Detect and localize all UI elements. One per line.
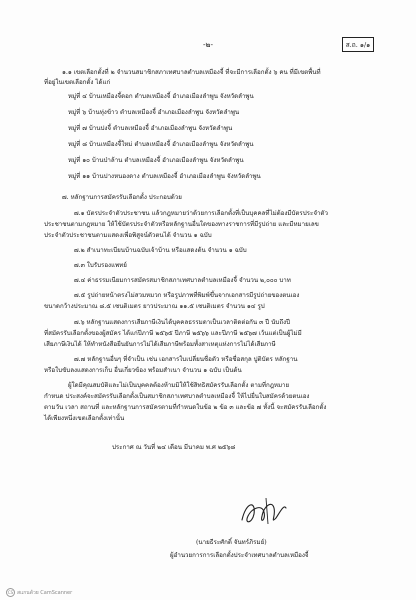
signatory-name: (นายธีระศักดิ์ จันทร์ภิรมย์): [196, 539, 267, 546]
body-line: หมู่ที่ ๔ บ้านเหมืองจี้ดอก ตำบลเหมืองจี้ อำเภอเมืองลำพูน จังหวัดลำพูน: [68, 93, 254, 100]
announcement-date: ประกาศ ณ วันที่ ๒๔ เดือน มีนาคม พ.ศ ๒๕๖๘: [112, 444, 236, 451]
body-line: เสียภาษีเงินได้ ให้ทำหนังสือยืนยันการไม่ได้เสียภาษีพร้อมทั้งสาเหตุแห่งการไม่ได้เสียภาษี: [44, 341, 276, 348]
body-line: ประชาชนตามกฎหมาย ให้ใช้บัตรประจำตัวหรือหลักฐานอื่นใดของทางราชการที่มีรูปถ่าย และมีหมายเลข: [44, 221, 319, 228]
body-line: ตามวัน เวลา สถานที่ และหลักฐานการสมัครตามที่กำหนดในข้อ ๒ ข้อ ๓ และข้อ ๗ ทั้งนี้ จะสมัครรับเลือกตั้ง: [44, 404, 327, 411]
body-line: ที่สมัครรับเลือกตั้งของผู้สมัคร ได้แก่ปีภาษี ๒๕๖๕ ปีภาษี ๒๕๖๖ และปีภาษี ๒๕๖๗ เว้นแต่เป็นผู้ไม่มี: [44, 330, 302, 337]
body-line: ได้เพียงหนึ่งเขตเลือกตั้งเท่านั้น: [44, 415, 125, 422]
body-line: ประจำตัวประชาชนตามแสดงเพื่อพิสูจน์ตัวตนได้ จำนวน ๑ ฉบับ: [44, 232, 212, 239]
body-line: กำหนด ประสงค์จะสมัครรับเลือกตั้งเป็นสมาชิกสภาเทศบาลตำบลเหมืองจี้ ให้ไปยื่นใบสมัครด้วยตนเอง: [44, 393, 310, 400]
body-line: ๗.๕ รูปถ่ายหน้าตรงไม่สวมหมวก หรือรูปภาพที่พิมพ์ขึ้นจากเอกสารมีรูปถ่ายของตนเอง: [74, 292, 300, 299]
signature: [236, 494, 292, 530]
section-heading: ๗. หลักฐานการสมัครรับเลือกตั้ง ประกอบด้วย: [62, 194, 182, 201]
body-line: ขนาดกว้างประมาณ ๘.๕ เซนติเมตร ยาวประมาณ ๑๑.๕ เซนติเมตร จำนวน ๑๔ รูป: [44, 303, 265, 310]
body-line: หมู่ที่ ๑๑ บ้านปางหนองดาง ตำบลเหมืองจี้ อำเภอเมืองลำพูน จังหวัดลำพูน: [68, 173, 261, 180]
body-line: ๗.๗ หลักฐานอื่นๆ ที่จำเป็น เช่น เอกสารใบเปลี่ยนชื่อตัว หรือชื่อสกุล ปูติบัตร หลักฐาน: [74, 356, 298, 363]
body-line: ๗.๑ บัตรประจำตัวประชาชน แล้วกฎหมายว่าด้วยการเลือกตั้งที่เป็นบุคคลที่ไม่ต้องมีบัตรประจำตัว: [74, 210, 328, 217]
body-line: ๗.๓ ใบรับรองแพทย์: [74, 262, 127, 269]
body-line: ผู้ใดมีคุณสมบัติและไม่เป็นบุคคลต้องห้ามมิให้ใช้สิทธิสมัครรับเลือกตั้ง ตามที่กฎหมาย: [68, 382, 290, 389]
page-number: -๒-: [202, 40, 213, 49]
camscanner-text: สแกนด้วย CamScanner: [17, 590, 73, 596]
camscanner-watermark: [6, 588, 72, 597]
body-line: หมู่ที่ ๘ บ้านเหมืองจี้ใหม่ ตำบลเหมืองจี้ อำเภอเมืองลำพูน จังหวัดลำพูน: [68, 141, 254, 148]
camscanner-logo-icon: CS: [7, 590, 14, 595]
body-line: ๗.๖ หลักฐานแสดงการเสียภาษีเงินได้บุคคลธรรมดาเป็นเวลาติดต่อกัน ๓ ปี นับถึงปี: [74, 319, 291, 326]
body-line: หมู่ที่ ๗ บ้านปงจี้ ตำบลเหมืองจี้ อำเภอเมืองลำพูน จังหวัดลำพูน: [68, 125, 233, 132]
body-line: หมู่ที่ ๑๐ บ้านป่าล้าน ตำบลเหมืองจี้ อำเภอเมืองลำพูน จังหวัดลำพูน: [68, 157, 244, 164]
body-line: ๗.๔ ค่าธรรมเนียมการสมัครสมาชิกสภาเทศบาลตำบลเหมืองจี้ จำนวน ๒,๐๐๐ บาท: [74, 277, 291, 284]
body-line: ๗.๒ สำเนาทะเบียนบ้านฉบับเจ้าบ้าน หรือแสดงต้น จำนวน ๑ ฉบับ: [74, 247, 247, 254]
body-line: หรือใบขับลงแสดงการเก็บ อื่นเกี่ยวข้อง พร้อมสำเนา จำนวน ๑ ฉบับ เป็นต้น: [44, 367, 242, 374]
signatory-position: ผู้อำนวยการการเลือกตั้งประจำเทศบาลตำบลเหมืองจี้: [170, 552, 309, 559]
form-code-box: ส.ถ. ๑/๑: [342, 37, 374, 52]
body-line: ที่อยู่ในเขตเลือกตั้ง ได้แก่: [44, 79, 111, 86]
body-line: ๑.๑ เขตเลือกตั้งที่ ๒ จำนวนสมาชิกสภาเทศบาลตำบลเหมืองจี้ ที่จะมีการเลือกตั้ง ๖ คน ที่มีเขตพื้นที่: [62, 69, 321, 76]
body-line: หมู่ที่ ๖ บ้านทุ่งข้าว ตำบลเหมืองจี้ อำเภอเมืองลำพูน จังหวัดลำพูน: [68, 109, 240, 116]
